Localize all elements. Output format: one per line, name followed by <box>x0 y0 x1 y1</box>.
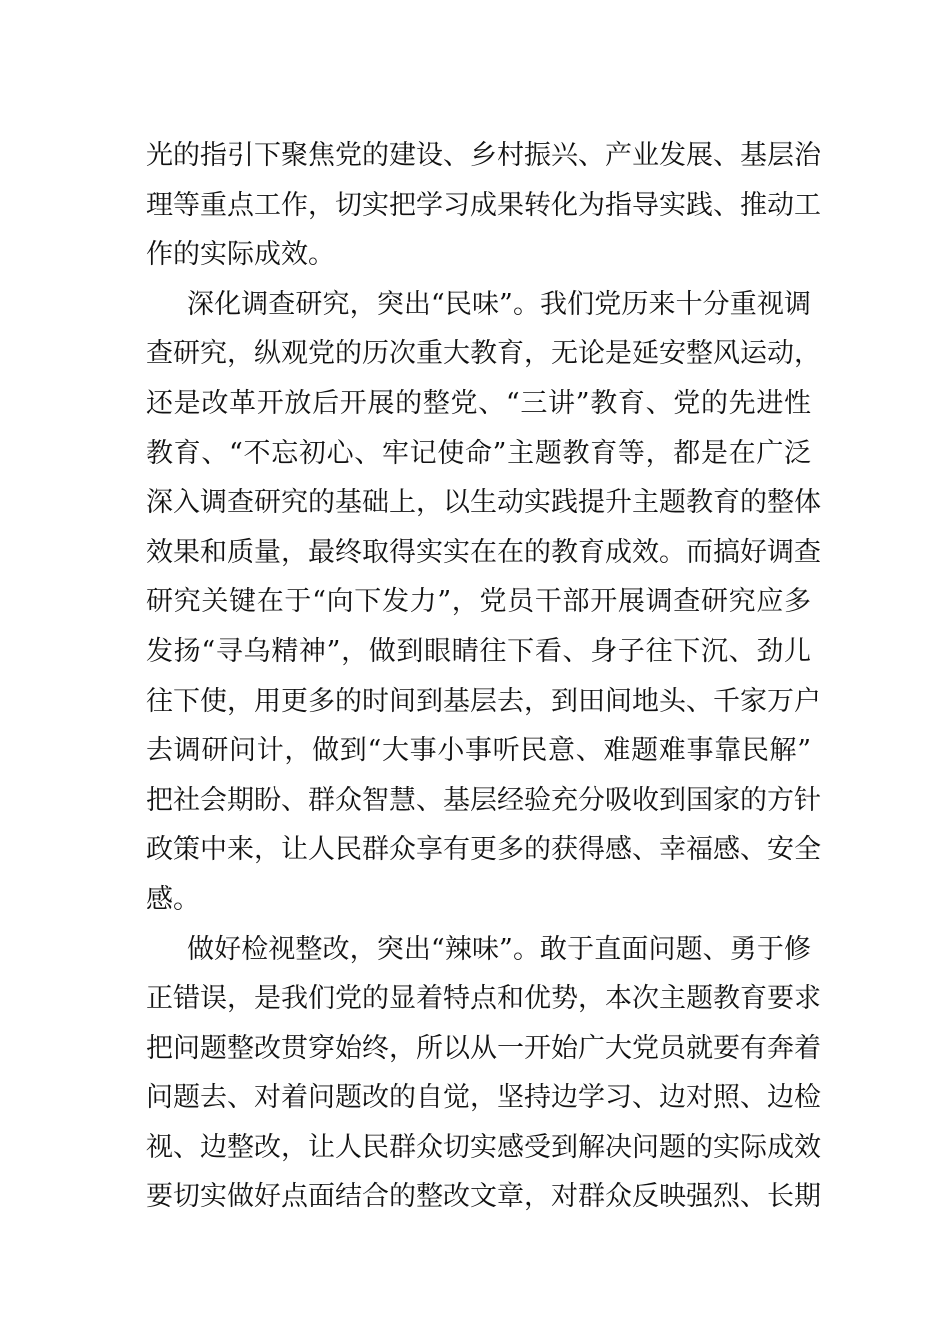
paragraph-1-line-3: 作的实际成效。 <box>146 239 335 271</box>
paragraph-3-line-6: 要切实做好点面结合的整改文章，对群众反映强烈、长期 <box>146 1181 821 1213</box>
paragraph-2-line-5: 深入调查研究的基础上，以生动实践提升主题教育的整体 <box>146 487 821 519</box>
paragraph-2-line-11: 把社会期盼、群众智慧、基层经验充分吸收到国家的方针 <box>146 784 821 816</box>
paragraph-2-line-9: 往下使，用更多的时间到基层去，到田间地头、千家万户 <box>146 685 821 717</box>
paragraph-2-line-1: 深化调查研究，突出“民味”。我们党历来十分重视调 <box>187 288 811 320</box>
paragraph-2-line-3: 还是改革开放后开展的整党、“三讲”教育、党的先进性 <box>146 387 811 419</box>
paragraph-3-line-1: 做好检视整改，突出“辣味”。敢于直面问题、勇于修 <box>187 933 811 965</box>
paragraph-1-line-2: 理等重点工作，切实把学习成果转化为指导实践、推动工 <box>146 189 821 221</box>
paragraph-1-line-1: 光的指引下聚焦党的建设、乡村振兴、产业发展、基层治 <box>146 140 821 171</box>
paragraph-3-line-5: 视、边整改，让人民群众切实感受到解决问题的实际成效 <box>146 1131 821 1163</box>
paragraph-2-line-13: 感。 <box>146 883 200 915</box>
paragraph-2-line-4: 教育、“不忘初心、牢记使命”主题教育等，都是在广泛 <box>146 437 811 469</box>
paragraph-2-line-10: 去调研问计，做到“大事小事听民意、难题难事靠民解” <box>146 735 811 767</box>
body-text <box>146 131 821 1222</box>
paragraph-2-line-7: 研究关键在于“向下发力”，党员干部开展调查研究应多 <box>146 586 811 618</box>
paragraph-3-line-4: 问题去、对着问题改的自觉，坚持边学习、边对照、边检 <box>146 1082 821 1114</box>
paragraph-2-line-8: 发扬“寻乌精神”，做到眼睛往下看、身子往下沉、劲儿 <box>146 635 811 667</box>
paragraph-2-line-12: 政策中来，让人民群众享有更多的获得感、幸福感、安全 <box>146 834 821 866</box>
paragraph-3-line-3: 把问题整改贯穿始终，所以从一开始广大党员就要有奔着 <box>146 1032 821 1064</box>
paragraph-2-line-6: 效果和质量，最终取得实实在在的教育成效。而搞好调查 <box>146 536 821 568</box>
paragraph-3-line-2: 正错误，是我们党的显着特点和优势，本次主题教育要求 <box>146 983 821 1015</box>
paragraph-2-line-2: 查研究，纵观党的历次重大教育，无论是延安整风运动， <box>146 338 821 370</box>
